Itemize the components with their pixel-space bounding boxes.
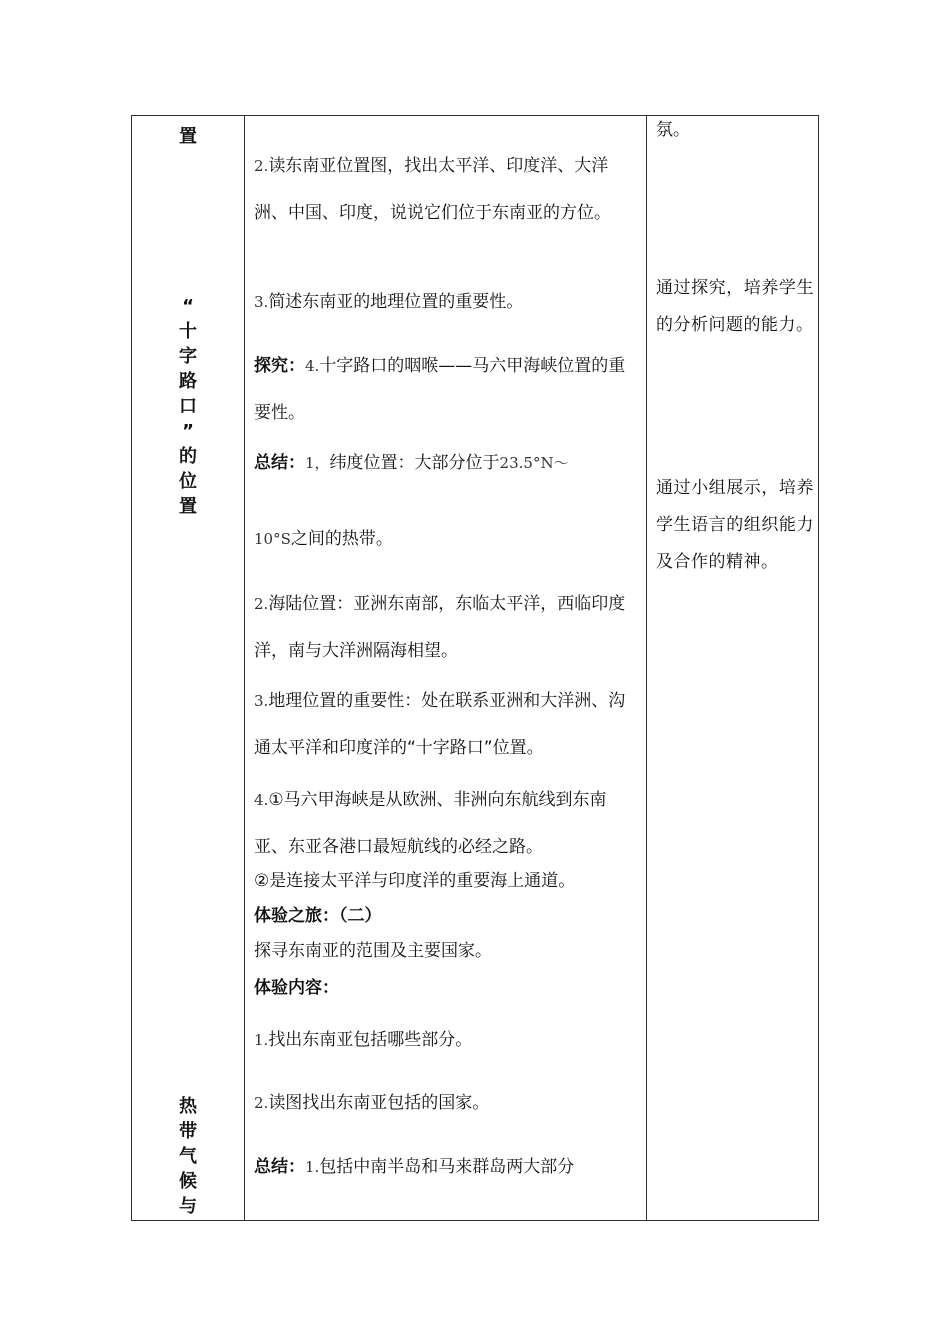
paragraph: 4.①马六甲海峡是从欧洲、非洲向东航线到东南亚、东亚各港口最短航线的必经之路。 bbox=[254, 790, 607, 857]
section-heading: 体验之旅：（二） bbox=[254, 906, 382, 926]
content-column bbox=[245, 116, 646, 1220]
topic-char: 置 bbox=[179, 126, 197, 147]
goal-column bbox=[647, 116, 819, 1220]
paragraph: 2.读图找出东南亚包括的国家。 bbox=[254, 1093, 490, 1113]
summary-paragraph: 总结：1，纬度位置：大部分位于23.5°N～ bbox=[254, 453, 569, 473]
section-heading: 体验内容： bbox=[254, 978, 339, 998]
topic-title-climate: 热 带 气 候 与 bbox=[179, 1096, 197, 1217]
paragraph: 10°S之间的热带。 bbox=[254, 529, 393, 549]
goal-text: 氛。 bbox=[656, 120, 690, 140]
summary-paragraph: 总结：1.包括中南半岛和马来群岛两大部分 bbox=[254, 1157, 575, 1177]
paragraph: 探寻东南亚的范围及主要国家。 bbox=[254, 941, 492, 961]
lesson-table bbox=[131, 115, 819, 1221]
paragraph: 3.地理位置的重要性：处在联系亚洲和大洋洲、沟通太平洋和印度洋的“十字路口”位置。 bbox=[254, 691, 626, 758]
goal-text: 通过小组展示，培养学生语言的组织能力及合作的精神。 bbox=[656, 478, 814, 572]
paragraph: 1.找出东南亚包括哪些部分。 bbox=[254, 1030, 473, 1050]
paragraph: 探究：4.十字路口的咽喉——马六甲海峡位置的重要性。 bbox=[254, 356, 626, 423]
paragraph: 3.简述东南亚的地理位置的重要性。 bbox=[254, 292, 524, 312]
paragraph: 2.海陆位置：亚洲东南部，东临太平洋，西临印度洋，南与大洋洲隔海相望。 bbox=[254, 594, 626, 661]
topic-column bbox=[132, 116, 244, 1220]
paragraph: 2.读东南亚位置图，找出太平洋、印度洋、大洋洲、中国、印度，说说它们位于东南亚的方位。 bbox=[254, 156, 611, 223]
topic-title-crossroads: “ 十 字 路 口 ” 的 位 置 bbox=[179, 296, 197, 517]
paragraph: ②是连接太平洋与印度洋的重要海上通道。 bbox=[254, 871, 576, 891]
goal-text: 通过探究，培养学生的分析问题的能力。 bbox=[656, 278, 814, 335]
